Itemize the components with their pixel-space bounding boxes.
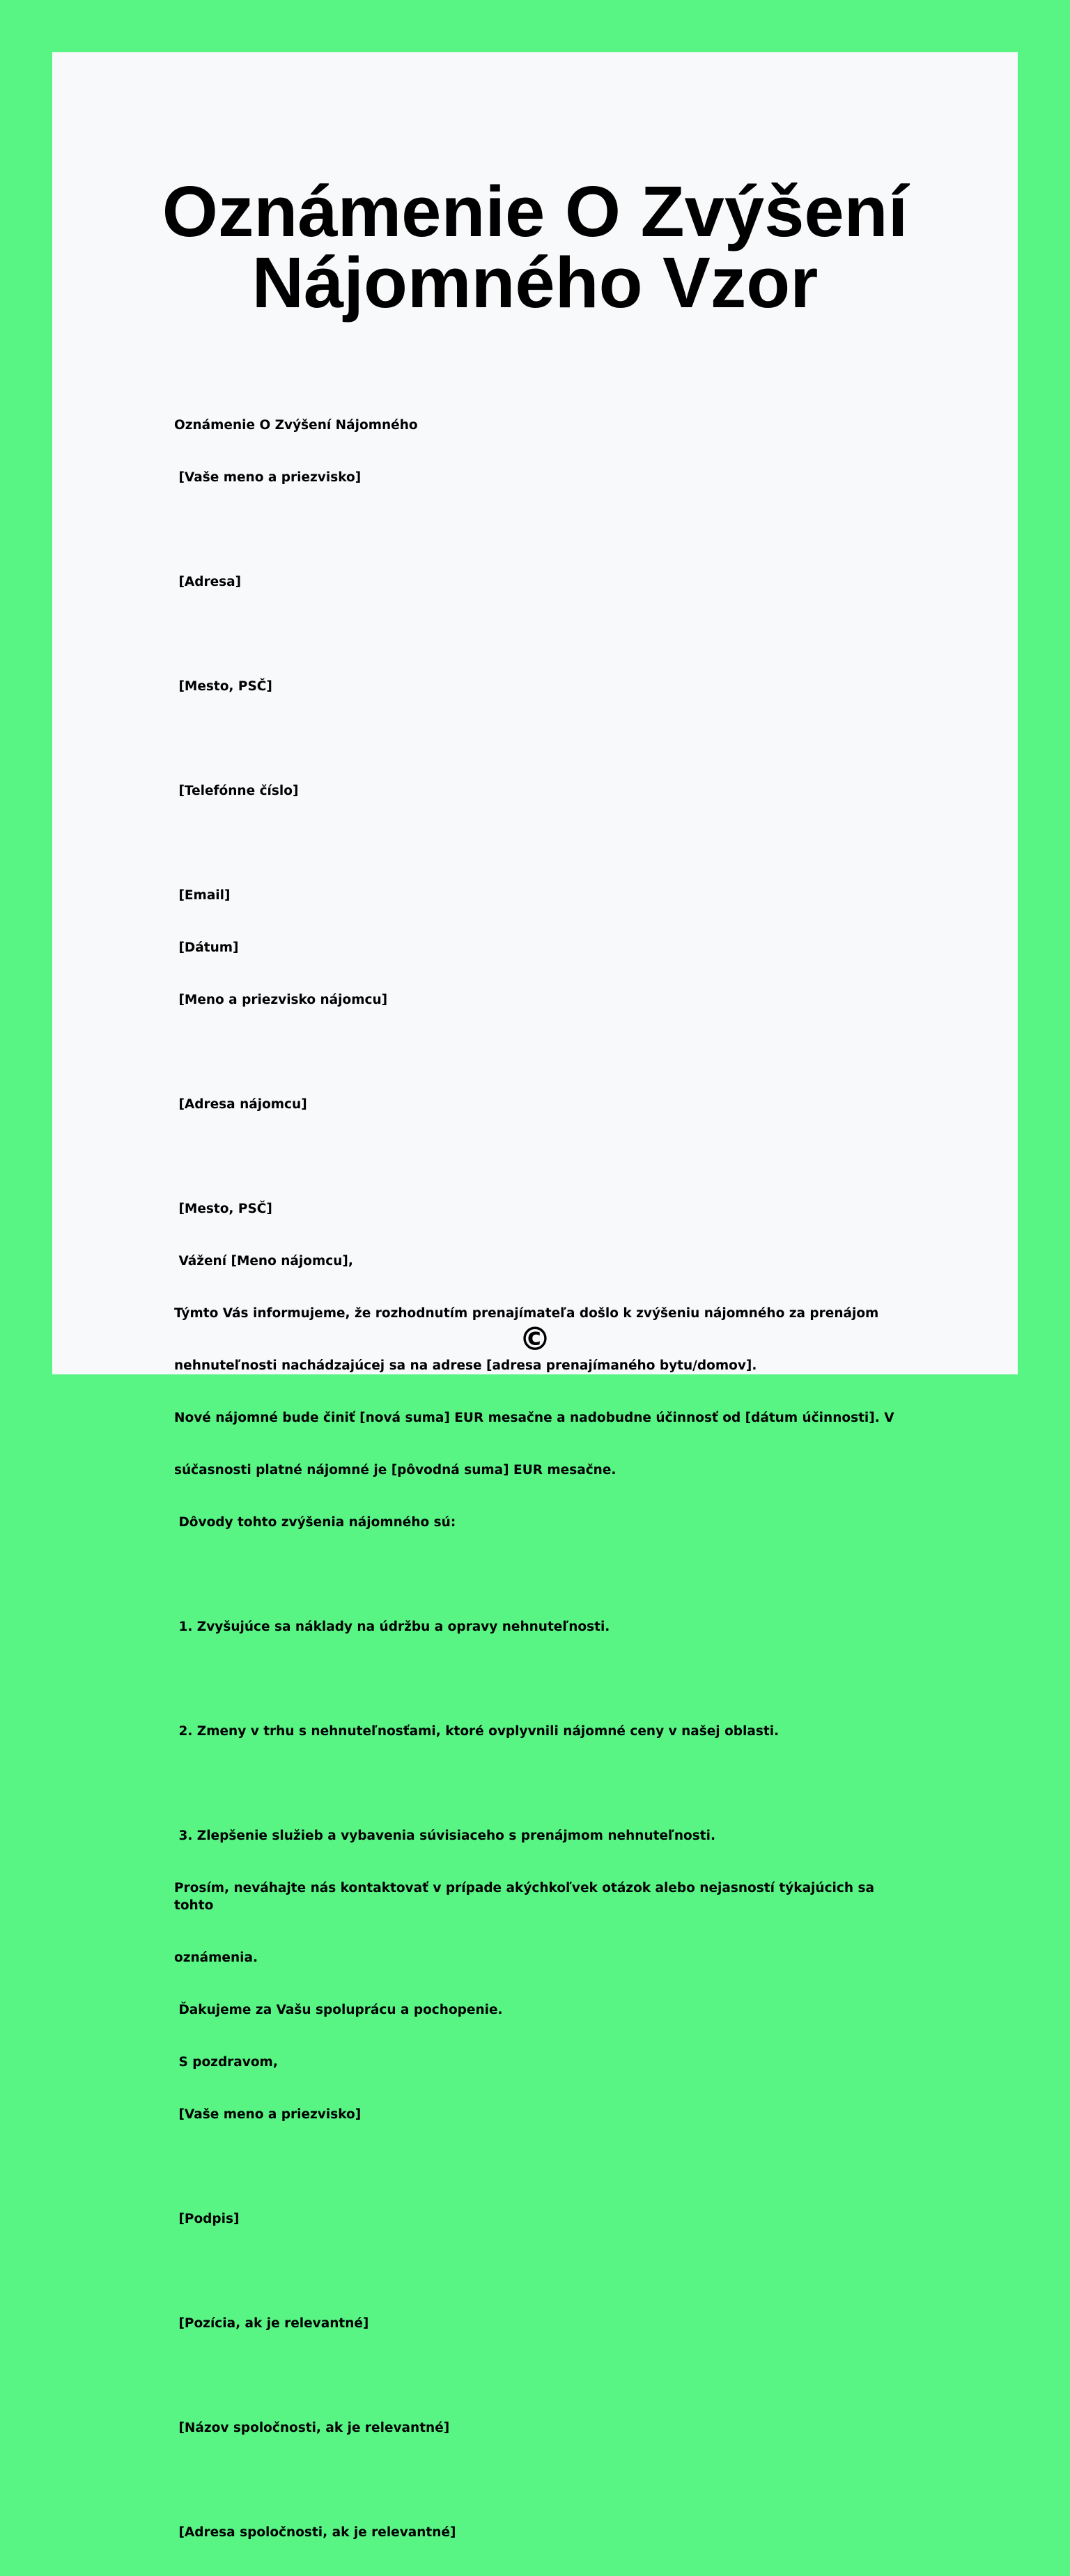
- body-line: [Vaše meno a priezvisko]: [174, 470, 362, 485]
- body-line: Prosím, neváhajte nás kontaktovať v prípade akýchkoľvek otázok alebo nejasností týkajúcich sa tohto: [174, 1881, 879, 1913]
- body-line: [174, 2158, 913, 2175]
- body-line: súčasnosti platné nájomné je [pôvodná suma] EUR mesačne.: [174, 1463, 617, 1477]
- body-line: [174, 626, 913, 643]
- title-line-1: Oznámenie O Zvýšení: [162, 171, 908, 251]
- body-line: Ďakujeme za Vašu spoluprácu a pochopenie.: [174, 2003, 503, 2017]
- body-line: [174, 2263, 913, 2280]
- body-line: [Email]: [174, 888, 231, 903]
- body-line: [Telefónne číslo]: [174, 784, 299, 798]
- body-line: 1. Zvyšujúce sa náklady na údržbu a opravy nehnuteľnosti.: [174, 1620, 610, 1634]
- body-line: [174, 521, 913, 538]
- body-line: S pozdravom,: [174, 2055, 278, 2070]
- body-line: [Mesto, PSČ]: [174, 679, 272, 694]
- body-line: [174, 730, 913, 747]
- body-line: nehnuteľnosti nachádzajúcej sa na adrese [adresa prenajímaného bytu/domov].: [174, 1358, 757, 1373]
- body-line: oznámenia.: [174, 1950, 258, 1965]
- body-line: [Adresa nájomcu]: [174, 1097, 307, 1112]
- copyright-icon: ©: [519, 1320, 551, 1358]
- body-line: [174, 835, 913, 852]
- body-line: [Vaše meno a priezvisko]: [174, 2107, 362, 2122]
- body-line: [Podpis]: [174, 2212, 240, 2226]
- body-line: Nové nájomné bude činiť [nová suma] EUR mesačne a nadobudne účinnosť od [dátum účinnosti]. V: [174, 1411, 894, 1425]
- body-line: [174, 1566, 913, 1583]
- body-line: [174, 1670, 913, 1688]
- document-page: [52, 52, 1018, 2540]
- body-line: [174, 1148, 913, 1165]
- body-line: [Mesto, PSČ]: [174, 1202, 272, 1216]
- body-line: [174, 2367, 913, 2384]
- body-line: [174, 1043, 913, 1061]
- body-line: [174, 2472, 913, 2489]
- body-line: [Dátum]: [174, 940, 239, 955]
- body-line: [Adresa]: [174, 575, 242, 589]
- body-line: 3. Zlepšenie služieb a vybavenia súvisiaceho s prenájmom nehnuteľnosti.: [174, 1829, 715, 1843]
- body-line: Vážení [Meno nájomcu],: [174, 1254, 353, 1268]
- body-line: [174, 1775, 913, 1792]
- document-title: [52, 171, 1018, 323]
- body-line: Týmto Vás informujeme, že rozhodnutím prenajímateľa došlo k zvýšeniu nájomného za prenájom: [174, 1306, 879, 1321]
- body-line: [Adresa spoločnosti, ak je relevantné]: [174, 2525, 456, 2540]
- letter-body: [174, 382, 913, 2576]
- body-line: Oznámenie O Zvýšení Nájomného: [174, 418, 418, 433]
- body-line: [Meno a priezvisko nájomcu]: [174, 993, 388, 1007]
- body-line: 2. Zmeny v trhu s nehnuteľnosťami, ktoré ovplyvnili nájomné ceny v našej oblasti.: [174, 1724, 780, 1739]
- title-line-2: Nájomného Vzor: [251, 242, 819, 323]
- body-line: Dôvody tohto zvýšenia nájomného sú:: [174, 1515, 456, 1530]
- body-line: [Názov spoločnosti, ak je relevantné]: [174, 2421, 450, 2435]
- body-line: [Pozícia, ak je relevantné]: [174, 2316, 369, 2331]
